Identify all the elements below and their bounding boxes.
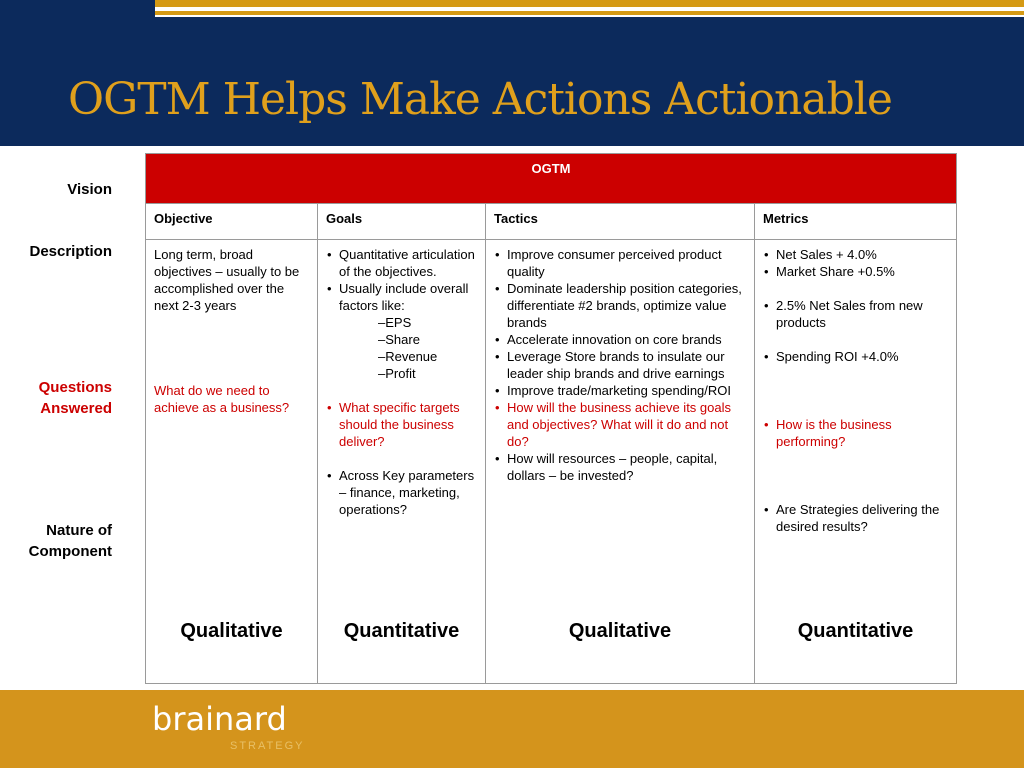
objective-description: Long term, broad objectives – usually to be accomplished over the next 2-3 years — [154, 247, 300, 313]
column-tactics — [486, 204, 755, 683]
metrics-nature-bullet: • Are Strategies delivering the desired results? — [763, 501, 950, 535]
tactics-bullet: • Accelerate innovation on core brands — [494, 331, 748, 348]
row-label-questions-line1: Questions — [38, 379, 112, 396]
column-goals — [318, 204, 486, 683]
column-header: Tactics — [486, 204, 754, 240]
column-body — [146, 240, 317, 682]
table-banner: OGTM — [146, 154, 956, 204]
column-body — [755, 240, 956, 682]
tactics-bullet: • How will resources – people, capital, dollars – be invested? — [494, 450, 748, 484]
column-header: Objective — [146, 204, 317, 240]
goals-sub-item: –Profit — [378, 366, 416, 381]
goals-bullet: • Quantitative articulation of the objectives. — [326, 246, 479, 280]
column-body — [318, 240, 485, 682]
row-label-nature-line2: Component — [28, 543, 112, 560]
metrics-nature: Quantitative — [797, 620, 914, 642]
tactics-bullet: • Improve consumer perceived product quality — [494, 246, 748, 280]
goals-bullet: • Usually include overall factors like: — [326, 280, 479, 314]
column-objective — [146, 204, 318, 683]
goals-question: • What specific targets should the business deliver? — [326, 399, 479, 450]
column-body — [486, 240, 754, 682]
header-stripe — [155, 15, 1024, 17]
metrics-bullet: • Market Share +0.5% — [763, 263, 950, 280]
row-label-nature — [29, 520, 112, 562]
metrics-bullet: • Net Sales + 4.0% — [763, 246, 950, 263]
goals-nature-bullet: • Across Key parameters – finance, marketing, operations? — [326, 467, 479, 518]
row-label-questions-line2: Answered — [40, 400, 112, 417]
row-label-questions — [39, 377, 112, 419]
tactics-nature: Qualitative — [568, 620, 672, 642]
metrics-bullet: • 2.5% Net Sales from new products — [763, 297, 950, 331]
slide-title: OGTM Helps Make Actions Actionable — [68, 74, 892, 125]
row-label-nature-line1: Nature of — [46, 522, 112, 539]
brand-logo: brainard — [152, 700, 287, 738]
row-label-description: Description — [29, 243, 112, 260]
goals-sub-item: –Share — [378, 332, 420, 347]
objective-nature: Qualitative — [180, 620, 283, 642]
metrics-question: • How is the business performing? — [763, 416, 950, 450]
ogtm-table — [145, 153, 957, 684]
goals-sub-item: –Revenue — [378, 349, 438, 364]
brand-logo-subtitle: STRATEGY — [230, 740, 305, 752]
column-header: Metrics — [755, 204, 956, 240]
tactics-bullet: • Leverage Store brands to insulate our leader ship brands and drive earnings — [494, 348, 748, 382]
tactics-bullet: • Dominate leadership position categories, differentiate #2 brands, optimize value brands — [494, 280, 748, 331]
header-stripe — [155, 0, 1024, 7]
goals-sub-item: –EPS — [378, 315, 412, 330]
tactics-bullet: • Improve trade/marketing spending/ROI — [494, 382, 748, 399]
objective-question: What do we need to achieve as a business? — [154, 383, 290, 415]
column-metrics — [755, 204, 956, 683]
tactics-question: • How will the business achieve its goals and objectives? What will it do and not do? — [494, 399, 748, 450]
column-header: Goals — [318, 204, 485, 240]
metrics-bullet: • Spending ROI +4.0% — [763, 348, 950, 365]
row-label-vision: Vision — [67, 181, 112, 198]
goals-nature: Quantitative — [343, 620, 460, 642]
